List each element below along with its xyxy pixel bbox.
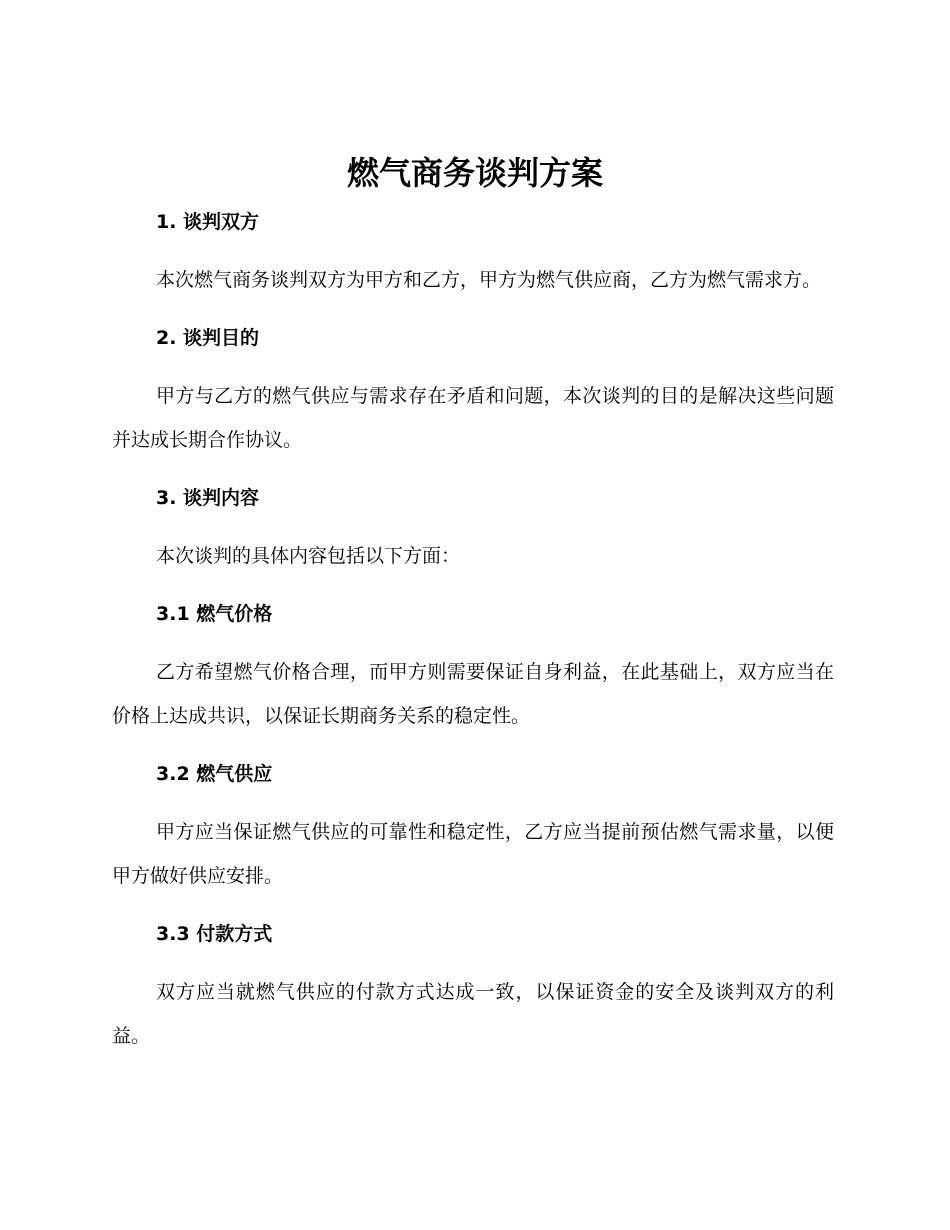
section-negotiation-purpose: [112, 316, 834, 476]
section-heading: 3. 谈判内容: [156, 487, 260, 509]
section-negotiating-parties: [112, 200, 834, 316]
document-title: 燃气商务谈判方案: [346, 154, 603, 192]
section-paragraph: 本次燃气商务谈判双方为甲方和乙方，甲方为燃气供应商，乙方为燃气需求方。: [156, 269, 822, 291]
section-heading: 3.1 燃气价格: [156, 603, 273, 625]
section-heading: 3.3 付款方式: [156, 923, 273, 945]
document-body: [112, 200, 834, 1058]
section-heading: 2. 谈判目的: [156, 327, 260, 349]
section-heading: 1. 谈判双方: [156, 211, 260, 233]
section-gas-supply: [112, 752, 834, 912]
section-negotiation-content: [112, 476, 834, 592]
section-heading: 3.2 燃气供应: [156, 763, 273, 785]
section-paragraph: 乙方希望燃气价格合理，而甲方则需要保证自身利益，在此基础上，双方应当在价格上达成共识，以保证长期商务关系的稳定性。: [112, 661, 834, 727]
section-payment-method: [112, 912, 834, 1058]
section-paragraph: 双方应当就燃气供应的付款方式达成一致，以保证资金的安全及谈判双方的利益。: [112, 981, 834, 1047]
section-paragraph: 甲方与乙方的燃气供应与需求存在矛盾和问题，本次谈判的目的是解决这些问题并达成长期合作协议。: [112, 385, 834, 451]
section-paragraph: 本次谈判的具体内容包括以下方面：: [156, 545, 461, 567]
section-paragraph: 甲方应当保证燃气供应的可靠性和稳定性，乙方应当提前预估燃气需求量，以便甲方做好供应安排。: [112, 821, 834, 887]
section-gas-price: [112, 592, 834, 752]
